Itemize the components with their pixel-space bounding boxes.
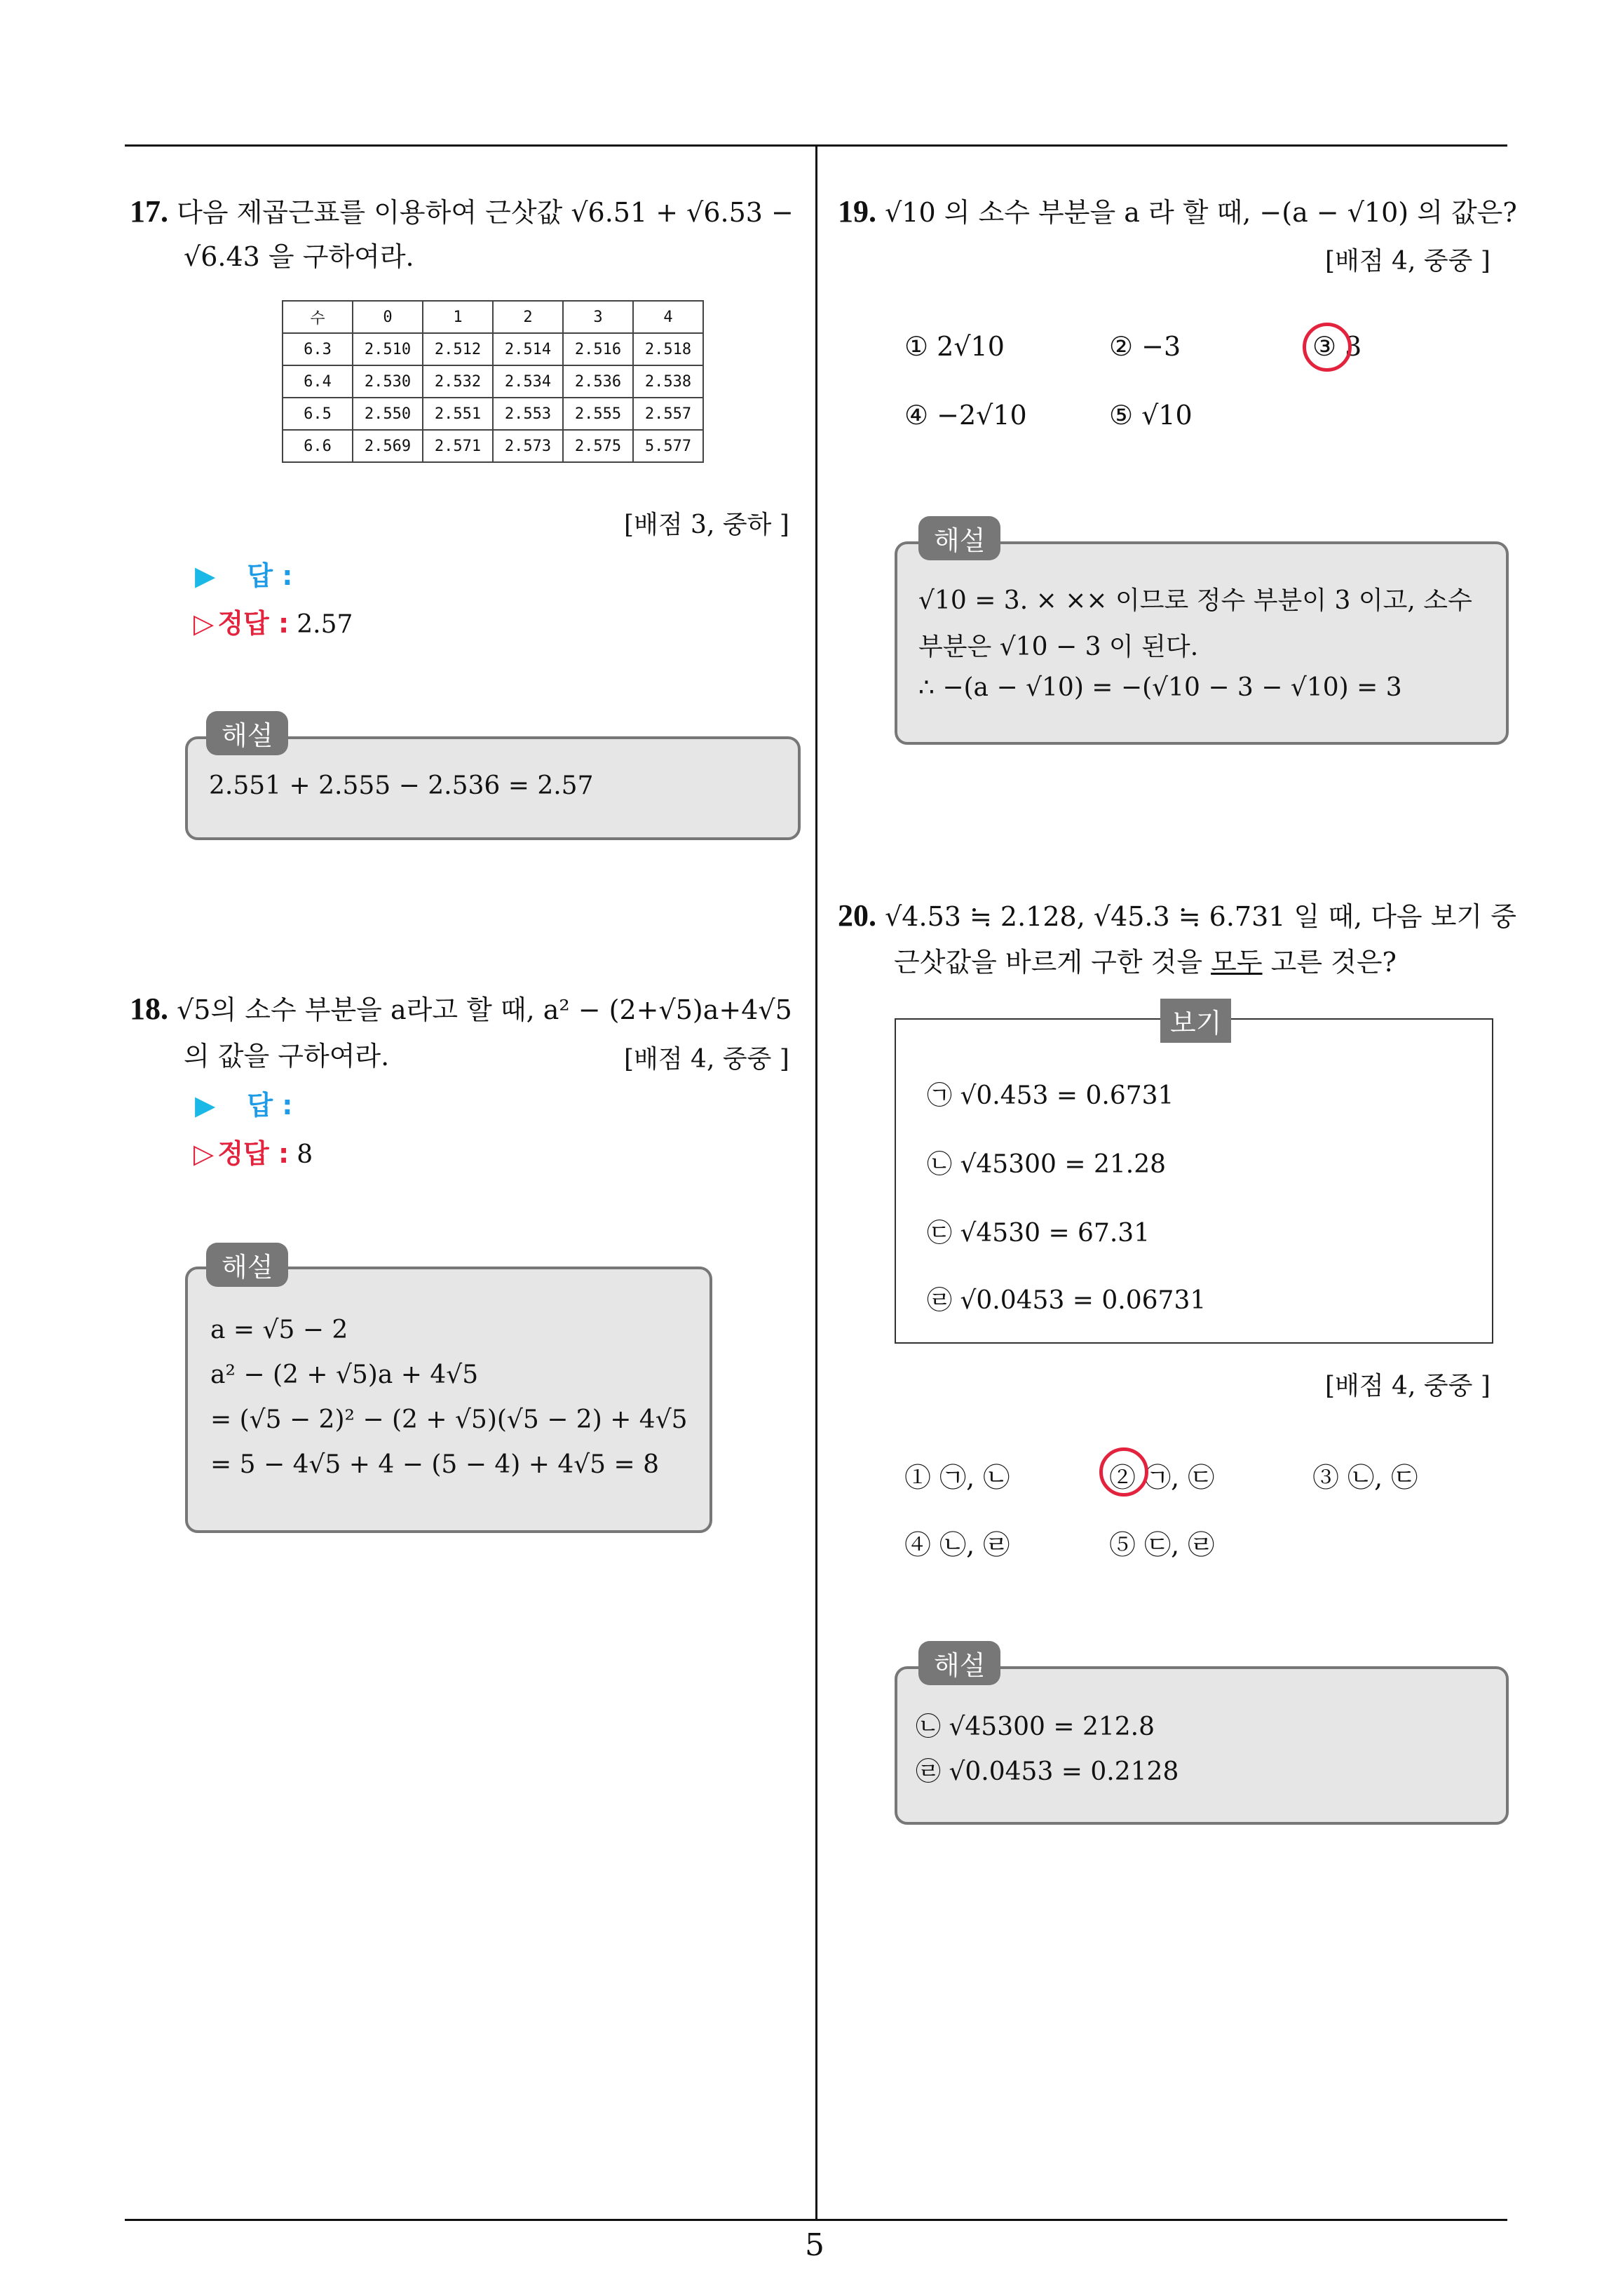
table-header-cell: 4 [633, 301, 703, 333]
table-header-cell: 1 [423, 301, 493, 333]
q18-solution-line: = 5 − 4√5 + 4 − (5 − 4) + 4√5 = 8 [210, 1450, 660, 1479]
table-cell: 2.510 [353, 333, 423, 365]
table-header-row [283, 301, 703, 333]
q20-boki-tag: 보기 [1160, 999, 1231, 1043]
q20-solution-line: ㉡ √45300 = 212.8 [916, 1713, 1155, 1741]
q20-solution-box [895, 1666, 1509, 1825]
q17-correct-row [193, 602, 353, 640]
q20-answer-mark [1099, 1447, 1148, 1497]
q20-solution-tag: 해설 [918, 1641, 1000, 1685]
q18-solution-line: a = √5 − 2 [210, 1316, 348, 1344]
q20-line2-underlined: 모두 [1211, 947, 1263, 978]
table-cell: 2.553 [493, 398, 563, 430]
table-cell: 6.3 [283, 333, 353, 365]
table-header-cell: 수 [283, 301, 353, 333]
q17-stem [130, 188, 803, 236]
table-row [283, 430, 703, 462]
q20-choice-1[interactable]: ① ㉠, ㉡ [904, 1462, 1010, 1493]
table-cell: 2.573 [493, 430, 563, 462]
q19-solution-line: 부분은 √10 − 3 이 된다. [918, 633, 1199, 661]
q20-choice-2[interactable]: ② ㉠, ㉢ [1109, 1462, 1215, 1493]
q19-answer-mark [1303, 323, 1352, 372]
table-cell: 5.577 [633, 430, 703, 462]
table-cell: 2.514 [493, 333, 563, 365]
q17-answer-label: 답 : [247, 560, 293, 591]
q20-choice-4[interactable]: ④ ㉡, ㉣ [904, 1529, 1010, 1560]
q17-line1: 다음 제곱근표를 이용하여 근삿값 √6.51 + √6.53 − [177, 197, 794, 228]
q20-number: 20. [838, 898, 876, 933]
q17-solution-line: 2.551 + 2.555 − 2.536 = 2.57 [209, 771, 594, 800]
q19-choice-4[interactable]: ④ −2√10 [904, 400, 1027, 431]
q19-choice-1[interactable]: ① 2√10 [904, 331, 1005, 362]
table-cell: 2.551 [423, 398, 493, 430]
q20-boki-item: ㉣ √0.0453 = 0.06731 [927, 1286, 1207, 1315]
q20-line2-start: 근삿값을 바르게 구한 것을 [894, 947, 1211, 978]
q18-answer-label: 답 : [247, 1090, 293, 1121]
table-cell: 2.536 [563, 365, 633, 398]
q18-number: 18. [130, 992, 168, 1026]
q19-choice-2[interactable]: ② −3 [1109, 331, 1181, 362]
table-cell: 2.512 [423, 333, 493, 365]
q20-line1: √4.53 ≒ 2.128, √45.3 ≒ 6.731 일 때, 다음 보기 중 [885, 901, 1516, 932]
q20-choice-3[interactable]: ③ ㉡, ㉢ [1312, 1462, 1418, 1493]
q18-correct-value: 8 [297, 1140, 313, 1169]
q18-solution-box [185, 1267, 712, 1533]
square-root-table [282, 300, 704, 463]
table-cell: 2.569 [353, 430, 423, 462]
q18-solution-tag: 해설 [206, 1243, 288, 1287]
table-cell: 2.575 [563, 430, 633, 462]
q18-correct-label: 정답 : [217, 1138, 290, 1169]
table-cell: 2.538 [633, 365, 703, 398]
q20-stem [838, 892, 1516, 940]
q19-choice-3[interactable]: ③ 3 [1312, 331, 1362, 362]
page-number: 5 [805, 2227, 824, 2263]
q18-score-meta: [배점 4, 중중 ] [624, 1045, 789, 1074]
q17-correct-value: 2.57 [297, 610, 353, 639]
q18-solution-line: = (√5 − 2)² − (2 + √5)(√5 − 2) + 4√5 [210, 1405, 688, 1434]
q17-number: 17. [130, 194, 168, 229]
q20-boki-item: ㉢ √4530 = 67.31 [927, 1219, 1150, 1248]
table-header-cell: 0 [353, 301, 423, 333]
table-cell: 2.530 [353, 365, 423, 398]
q20-solution-line: ㉣ √0.0453 = 0.2128 [916, 1757, 1179, 1786]
q17-correct-label: 정답 : [217, 608, 290, 639]
q19-solution-tag: 해설 [918, 516, 1000, 560]
outline-triangle-icon: ▷ [193, 1138, 215, 1169]
table-cell: 2.555 [563, 398, 633, 430]
table-cell: 2.518 [633, 333, 703, 365]
table-row [283, 365, 703, 398]
table-cell: 2.557 [633, 398, 703, 430]
table-header-cell: 3 [563, 301, 633, 333]
table-row [283, 333, 703, 365]
q19-solution-line: ∴ −(a − √10) = −(√10 − 3 − √10) = 3 [918, 673, 1402, 702]
table-cell: 6.6 [283, 430, 353, 462]
bottom-rule [125, 2219, 1507, 2221]
q18-line1: √5의 소수 부분을 a라고 할 때, a² − (2+√5)a+4√5 [177, 994, 792, 1025]
q17-answer-row [195, 554, 292, 593]
table-cell: 2.516 [563, 333, 633, 365]
q19-line1: √10 의 소수 부분을 a 라 할 때, −(a − √10) 의 값은? [885, 197, 1517, 228]
play-triangle-icon: ▶ [195, 1090, 216, 1121]
q17-score-meta: [배점 3, 중하 ] [624, 511, 789, 539]
q18-stem-line2: 의 값을 구하여라. [184, 1041, 390, 1072]
column-divider [815, 144, 817, 2220]
q18-correct-row [193, 1132, 313, 1170]
outline-triangle-icon: ▷ [193, 608, 215, 639]
q17-stem-line2: √6.43 을 구하여라. [184, 241, 414, 272]
q19-solution-line: √10 = 3. × ×× 이므로 정수 부분이 3 이고, 소수 [918, 586, 1472, 615]
q20-score-meta: [배점 4, 중중 ] [1325, 1372, 1490, 1400]
table-cell: 6.5 [283, 398, 353, 430]
table-cell: 2.571 [423, 430, 493, 462]
q20-boki-item: ㉠ √0.453 = 0.6731 [927, 1081, 1174, 1110]
play-triangle-icon: ▶ [195, 560, 216, 591]
q20-boki-item: ㉡ √45300 = 21.28 [927, 1150, 1167, 1179]
table-cell: 2.550 [353, 398, 423, 430]
q18-stem [130, 985, 803, 1034]
q19-score-meta: [배점 4, 중중 ] [1325, 247, 1490, 276]
table-cell: 6.4 [283, 365, 353, 398]
table-cell: 2.534 [493, 365, 563, 398]
q19-stem [838, 188, 1517, 236]
table-cell: 2.532 [423, 365, 493, 398]
table-row [283, 398, 703, 430]
q20-stem-line2 [894, 938, 1397, 986]
q19-choice-5[interactable]: ⑤ √10 [1109, 400, 1193, 431]
q20-choice-5[interactable]: ⑤ ㉢, ㉣ [1109, 1529, 1215, 1560]
q17-solution-tag: 해설 [206, 711, 288, 755]
q18-answer-row [195, 1083, 292, 1122]
q20-line2-end: 고른 것은? [1262, 947, 1397, 978]
table-header-cell: 2 [493, 301, 563, 333]
q19-number: 19. [838, 194, 876, 229]
q18-solution-line: a² − (2 + √5)a + 4√5 [210, 1360, 479, 1389]
